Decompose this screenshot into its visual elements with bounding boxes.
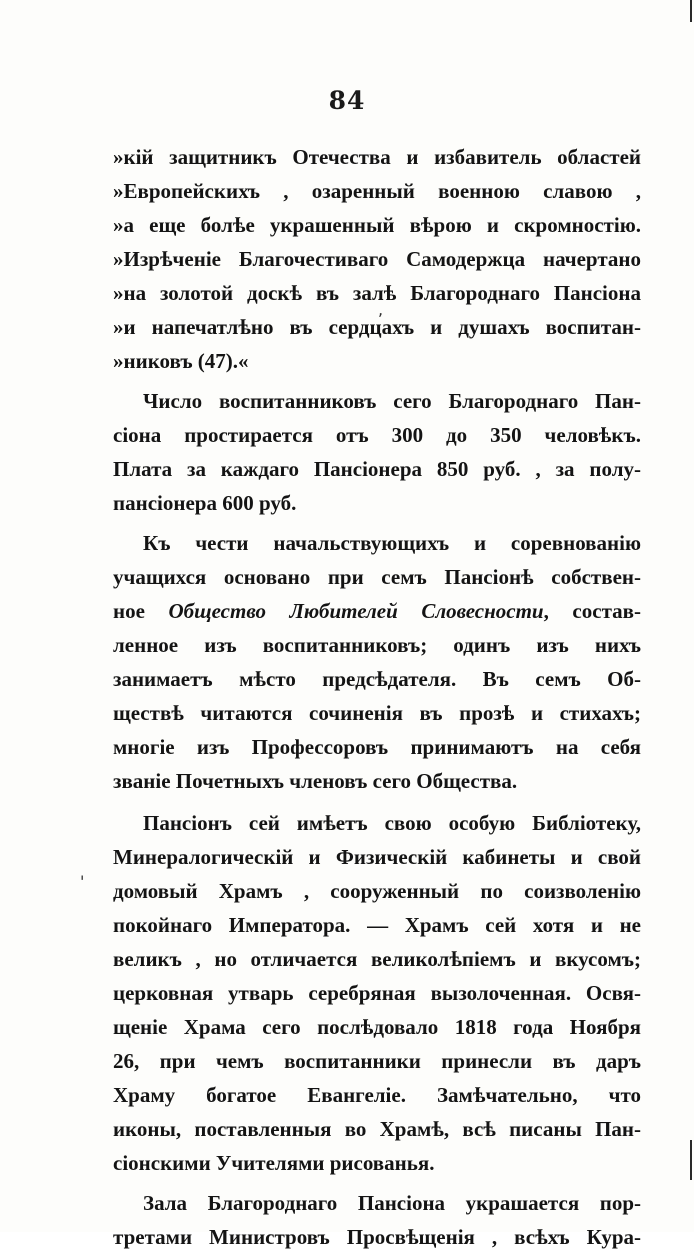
text-line: покойнаго Императора. — Храмъ сей хотя и не <box>113 913 641 937</box>
text-line: »и напечатлѣно въ сердцахъ и душахъ воспитан- <box>113 315 641 339</box>
text-line: учащихся основано при семъ Пансіонѣ собствен- <box>113 565 641 589</box>
text-line: 26, при чемъ воспитанники принесли въ даръ <box>113 1049 641 1073</box>
text-line: многіе изъ Профессоровъ принимаютъ на себя <box>113 735 641 759</box>
text-line: третами Министровъ Просвѣщенія , всѣхъ Кура- <box>113 1225 641 1249</box>
text-segment: , состав- <box>543 599 641 623</box>
paragraph-hall <box>113 1186 641 1254</box>
text-line: Плата за каждаго Пансіонера 850 руб. , за полу- <box>113 457 641 481</box>
text-line: щеніе Храма сего послѣдовало 1818 года Ноября <box>113 1015 641 1039</box>
text-line: Число воспитанниковъ сего Благороднаго Пан- <box>143 389 641 413</box>
society-name: Общество Любителей Словесности <box>168 599 544 623</box>
text-line: Пансіонъ сей имѣетъ свою особую Библіотеку, <box>143 811 641 835</box>
text-line: великъ , но отличается великолѣпіемъ и вкусомъ; <box>113 947 641 971</box>
paragraph-library-chapel <box>113 806 641 1180</box>
margin-mark: ' <box>80 872 85 891</box>
text-line: »никовъ (47).« <box>113 349 249 373</box>
text-line: пансіонера 600 руб. <box>113 491 297 515</box>
text-line: »Европейскихъ , озаренный военною славою , <box>113 179 641 203</box>
page-number: 84 <box>328 86 366 115</box>
text-segment: ное <box>113 599 169 623</box>
text-line: ленное изъ воспитанниковъ; одинъ изъ нихъ <box>113 633 641 657</box>
text-line: званіе Почетныхъ членовъ сего Общества. <box>113 769 518 793</box>
text-line: »кій защитникъ Отечества и избавитель областей <box>113 145 641 169</box>
text-line: сіонскими Учителями рисованья. <box>113 1151 435 1175</box>
page-body <box>113 140 641 1254</box>
scan-edge-mark <box>690 1140 692 1180</box>
text-line: Зала Благороднаго Пансіона украшается пор- <box>143 1191 641 1215</box>
text-line <box>113 594 641 628</box>
text-line: Къ чести начальствующихъ и соревнованію <box>143 531 641 555</box>
text-line: Храму богатое Евангеліе. Замѣчательно, что <box>113 1083 641 1107</box>
paragraph-quote <box>113 140 641 378</box>
text-line: »а еще болѣе украшенный вѣрою и скромностію. <box>113 213 641 237</box>
text-line: домовый Храмъ , сооруженный по соизволенію <box>113 879 641 903</box>
text-line: ществѣ читаются сочиненія въ прозѣ и стихахъ; <box>113 701 641 725</box>
text-line: сіона простирается отъ 300 до 350 человѣкъ. <box>113 423 641 447</box>
text-line: Минералогическій и Физическій кабинеты и свой <box>113 845 641 869</box>
text-line: »Изрѣченіе Благочестиваго Самодержца начертано <box>113 247 641 271</box>
text-line: иконы, поставленныя во Храмѣ, всѣ писаны Пан- <box>113 1117 641 1141</box>
text-line: церковная утварь серебряная вызолоченная. Освя- <box>113 981 641 1005</box>
text-line: занимаетъ мѣсто предсѣдателя. Въ семъ Об- <box>113 667 641 691</box>
margin-mark: , <box>378 300 384 319</box>
scan-edge-mark <box>690 0 692 22</box>
paragraph-enrollment <box>113 384 641 520</box>
paragraph-society <box>113 526 641 798</box>
text-line: »на золотой доскѣ въ залѣ Благороднаго Пансіона <box>113 281 641 305</box>
